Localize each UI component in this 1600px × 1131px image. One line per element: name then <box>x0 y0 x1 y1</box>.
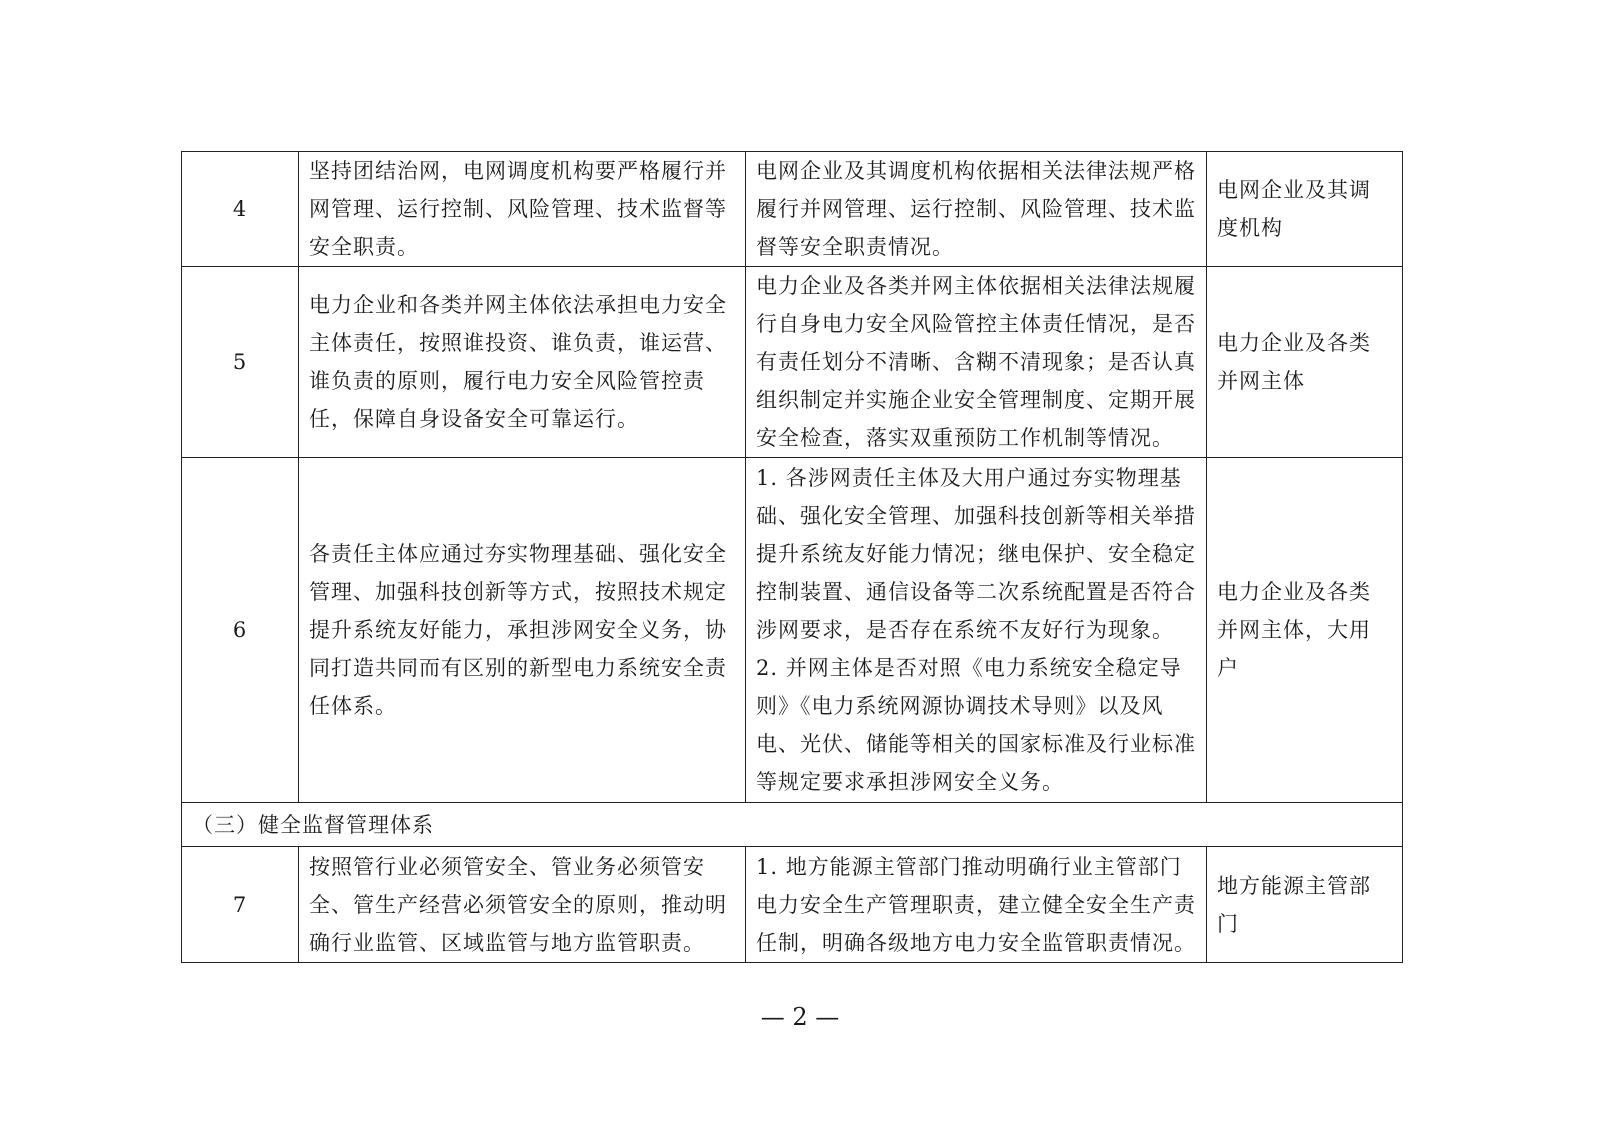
check-item-cell <box>746 847 1207 963</box>
check-item: 电力企业及各类并网主体依据相关法律法规履行自身电力安全风险管控主体责任情况，是否有责任划分不清晰、含糊不清现象；是否认真组织制定并实施企业安全管理制度、定期开展安全检查，落实双重预防工作机制等情况。 <box>756 274 1196 450</box>
subject-cell: 电网企业及其调度机构 <box>1207 152 1403 267</box>
requirement-cell: 按照管行业必须管安全、管业务必须管安全、管生产经营必须管安全的原则，推动明确行业监管、区域监管与地方监管职责。 <box>299 847 746 963</box>
requirement-cell: 坚持团结治网，电网调度机构要严格履行并网管理、运行控制、风险管理、技术监督等安全职责。 <box>299 152 746 267</box>
subject-cell: 地方能源主管部门 <box>1207 847 1403 963</box>
row-number: 6 <box>182 458 299 803</box>
check-item-cell <box>746 152 1207 267</box>
check-item: 1. 地方能源主管部门推动明确行业主管部门电力安全生产管理职责，建立健全安全生产责任制，明确各级地方电力安全监管职责情况。 <box>756 854 1196 955</box>
section-header: （三）健全监督管理体系 <box>182 803 1403 847</box>
section-header-row <box>182 803 1403 847</box>
subject-cell: 电力企业及各类并网主体 <box>1207 267 1403 458</box>
table-row <box>182 847 1403 963</box>
requirements-table <box>181 151 1403 963</box>
check-item-cell <box>746 267 1207 458</box>
check-item: 1. 各涉网责任主体及大用户通过夯实物理基础、强化安全管理、加强科技创新等相关举措提升系统友好能力情况；继电保护、安全稳定控制装置、通信设备等二次系统配置是否符合涉网要求，是否存在系统不友好行为现象。 <box>756 466 1196 642</box>
row-number: 7 <box>182 847 299 963</box>
subject-cell: 电力企业及各类并网主体，大用户 <box>1207 458 1403 803</box>
requirement-cell: 各责任主体应通过夯实物理基础、强化安全管理、加强科技创新等方式，按照技术规定提升系统友好能力，承担涉网安全义务，协同打造共同而有区别的新型电力系统安全责任体系。 <box>299 458 746 803</box>
check-item: 2. 并网主体是否对照《电力系统安全稳定导则》《电力系统网源协调技术导则》以及风电、光伏、储能等相关的国家标准及行业标准等规定要求承担涉网安全义务。 <box>756 656 1196 794</box>
check-item: 电网企业及其调度机构依据相关法律法规严格履行并网管理、运行控制、风险管理、技术监督等安全职责情况。 <box>756 159 1196 259</box>
requirement-cell: 电力企业和各类并网主体依法承担电力安全主体责任，按照谁投资、谁负责，谁运营、谁负责的原则，履行电力安全风险管控责任，保障自身设备安全可靠运行。 <box>299 267 746 458</box>
page-number: — 2 — <box>760 1003 840 1031</box>
row-number: 4 <box>182 152 299 267</box>
row-number: 5 <box>182 267 299 458</box>
table-row <box>182 152 1403 267</box>
check-item-cell <box>746 458 1207 803</box>
table-row <box>182 267 1403 458</box>
table-row <box>182 458 1403 803</box>
